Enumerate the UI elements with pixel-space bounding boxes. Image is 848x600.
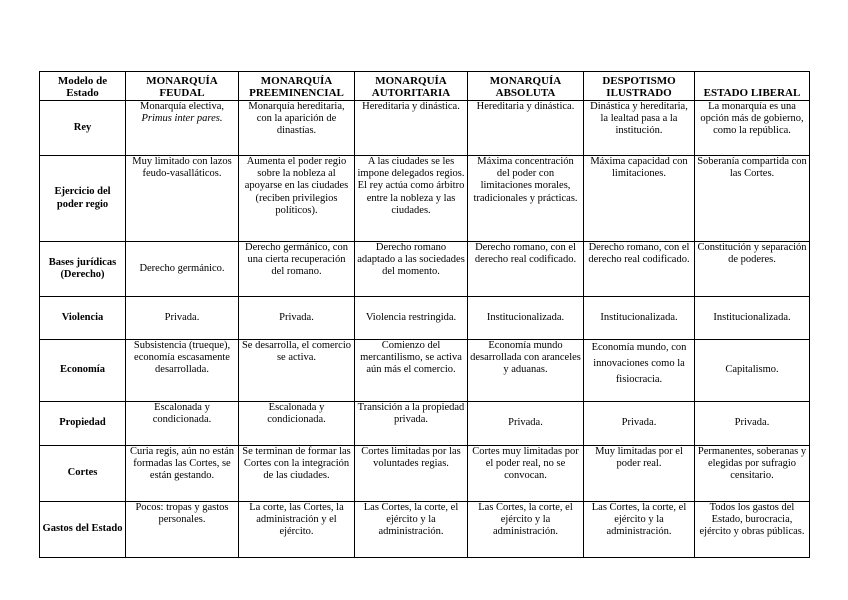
table-cell: Las Cortes, la corte, el ejército y la administración. xyxy=(355,502,468,558)
table-cell: Privada. xyxy=(468,402,584,446)
table-cell: Escalonada y condicionada. xyxy=(239,402,355,446)
table-cell: Muy limitadas por el poder real. xyxy=(584,446,695,502)
row-label: Propiedad xyxy=(40,402,126,446)
table-cell: Institucionalizada. xyxy=(468,297,584,340)
table-cell: Aumenta el poder regio sobre la nobleza al apoyarse en las ciudades (reciben privilegios políticos). xyxy=(239,156,355,242)
table-cell: Capitalismo. xyxy=(695,340,810,402)
header-cell: Modelo de Estado xyxy=(40,72,126,101)
table-cell: Monarquía hereditaria, con la aparición de dinastías. xyxy=(239,101,355,156)
table-row xyxy=(40,101,810,156)
table-cell: Se desarrolla, el comercio se activa. xyxy=(239,340,355,402)
table-cell: Constitución y separación de poderes. xyxy=(695,242,810,297)
row-label: Bases jurídicas (Derecho) xyxy=(40,242,126,297)
table-cell: Transición a la propiedad privada. xyxy=(355,402,468,446)
table-cell: Privada. xyxy=(239,297,355,340)
table-cell: Cortes limitadas por las voluntades regias. xyxy=(355,446,468,502)
state-models-table xyxy=(39,71,810,558)
table-row xyxy=(40,297,810,340)
table-cell: Privada. xyxy=(695,402,810,446)
table-cell: Derecho germánico. xyxy=(126,242,239,297)
header-cell: DESPOTISMO ILUSTRADO xyxy=(584,72,695,101)
table-cell: Economía mundo desarrollada con aranceles y aduanas. xyxy=(468,340,584,402)
row-label: Ejercicio del poder regio xyxy=(40,156,126,242)
table-cell: Hereditaria y dinástica. xyxy=(355,101,468,156)
table-row xyxy=(40,340,810,402)
row-label: Cortes xyxy=(40,446,126,502)
table-cell: Derecho romano adaptado a las sociedades del momento. xyxy=(355,242,468,297)
row-label: Economía xyxy=(40,340,126,402)
table-cell: Derecho romano, con el derecho real codificado. xyxy=(584,242,695,297)
table-cell: Muy limitado con lazos feudo-vasalláticos. xyxy=(126,156,239,242)
header-cell: MONARQUÍA AUTORITARIA xyxy=(355,72,468,101)
table-cell: Todos los gastos del Estado, burocracia, ejército y obras públicas. xyxy=(695,502,810,558)
table-row xyxy=(40,502,810,558)
table-row xyxy=(40,446,810,502)
table-row xyxy=(40,242,810,297)
header-cell: ESTADO LIBERAL xyxy=(695,72,810,101)
cell-text: Monarquía electiva, xyxy=(140,101,224,112)
table-cell: Comienzo del mercantilismo, se activa aún más el comercio. xyxy=(355,340,468,402)
table-cell: A las ciudades se les impone delegados regios. El rey actúa como árbitro entre la nobleza y las ciudades. xyxy=(355,156,468,242)
table-cell: Subsistencia (trueque), economía escasamente desarrollada. xyxy=(126,340,239,402)
table-cell: Hereditaria y dinástica. xyxy=(468,101,584,156)
table-cell: Derecho romano, con el derecho real codificado. xyxy=(468,242,584,297)
table-row xyxy=(40,156,810,242)
table-row xyxy=(40,402,810,446)
table-cell: Máxima concentración del poder con limitaciones morales, tradicionales y prácticas. xyxy=(468,156,584,242)
header-cell: MONARQUÍA ABSOLUTA xyxy=(468,72,584,101)
table-cell: Institucionalizada. xyxy=(695,297,810,340)
table-cell: Curia regis, aún no están formadas las Cortes, se están gestando. xyxy=(126,446,239,502)
table-cell: Soberanía compartida con las Cortes. xyxy=(695,156,810,242)
table-cell: Escalonada y condicionada. xyxy=(126,402,239,446)
header-cell: MONARQUÍA PREEMINENCIAL xyxy=(239,72,355,101)
table-cell: Privada. xyxy=(126,297,239,340)
table-cell: Economía mundo, con innovaciones como la fisiocracia. xyxy=(584,340,695,402)
header-row xyxy=(40,72,810,101)
table-cell: Máxima capacidad con limitaciones. xyxy=(584,156,695,242)
table-cell: Las Cortes, la corte, el ejército y la administración. xyxy=(468,502,584,558)
table-cell xyxy=(126,101,239,156)
row-label: Gastos del Estado xyxy=(40,502,126,558)
header-cell: MONARQUÍA FEUDAL xyxy=(126,72,239,101)
table-cell: La monarquía es una opción más de gobierno, como la república. xyxy=(695,101,810,156)
row-label: Rey xyxy=(40,101,126,156)
table-cell: Privada. xyxy=(584,402,695,446)
table-cell: Derecho germánico, con una cierta recuperación del romano. xyxy=(239,242,355,297)
table-cell: Dinástica y hereditaria, la lealtad pasa a la institución. xyxy=(584,101,695,156)
cell-text-italic: Primus inter pares. xyxy=(141,113,223,125)
table-cell: Institucionalizada. xyxy=(584,297,695,340)
row-label: Violencia xyxy=(40,297,126,340)
table-cell: La corte, las Cortes, la administración y el ejército. xyxy=(239,502,355,558)
table-cell: Las Cortes, la corte, el ejército y la administración. xyxy=(584,502,695,558)
table-cell: Cortes muy limitadas por el poder real, no se convocan. xyxy=(468,446,584,502)
table-cell: Violencia restringida. xyxy=(355,297,468,340)
table-cell: Se terminan de formar las Cortes con la integración de las ciudades. xyxy=(239,446,355,502)
table-cell: Permanentes, soberanas y elegidas por sufragio censitario. xyxy=(695,446,810,502)
table-cell: Pocos: tropas y gastos personales. xyxy=(126,502,239,558)
